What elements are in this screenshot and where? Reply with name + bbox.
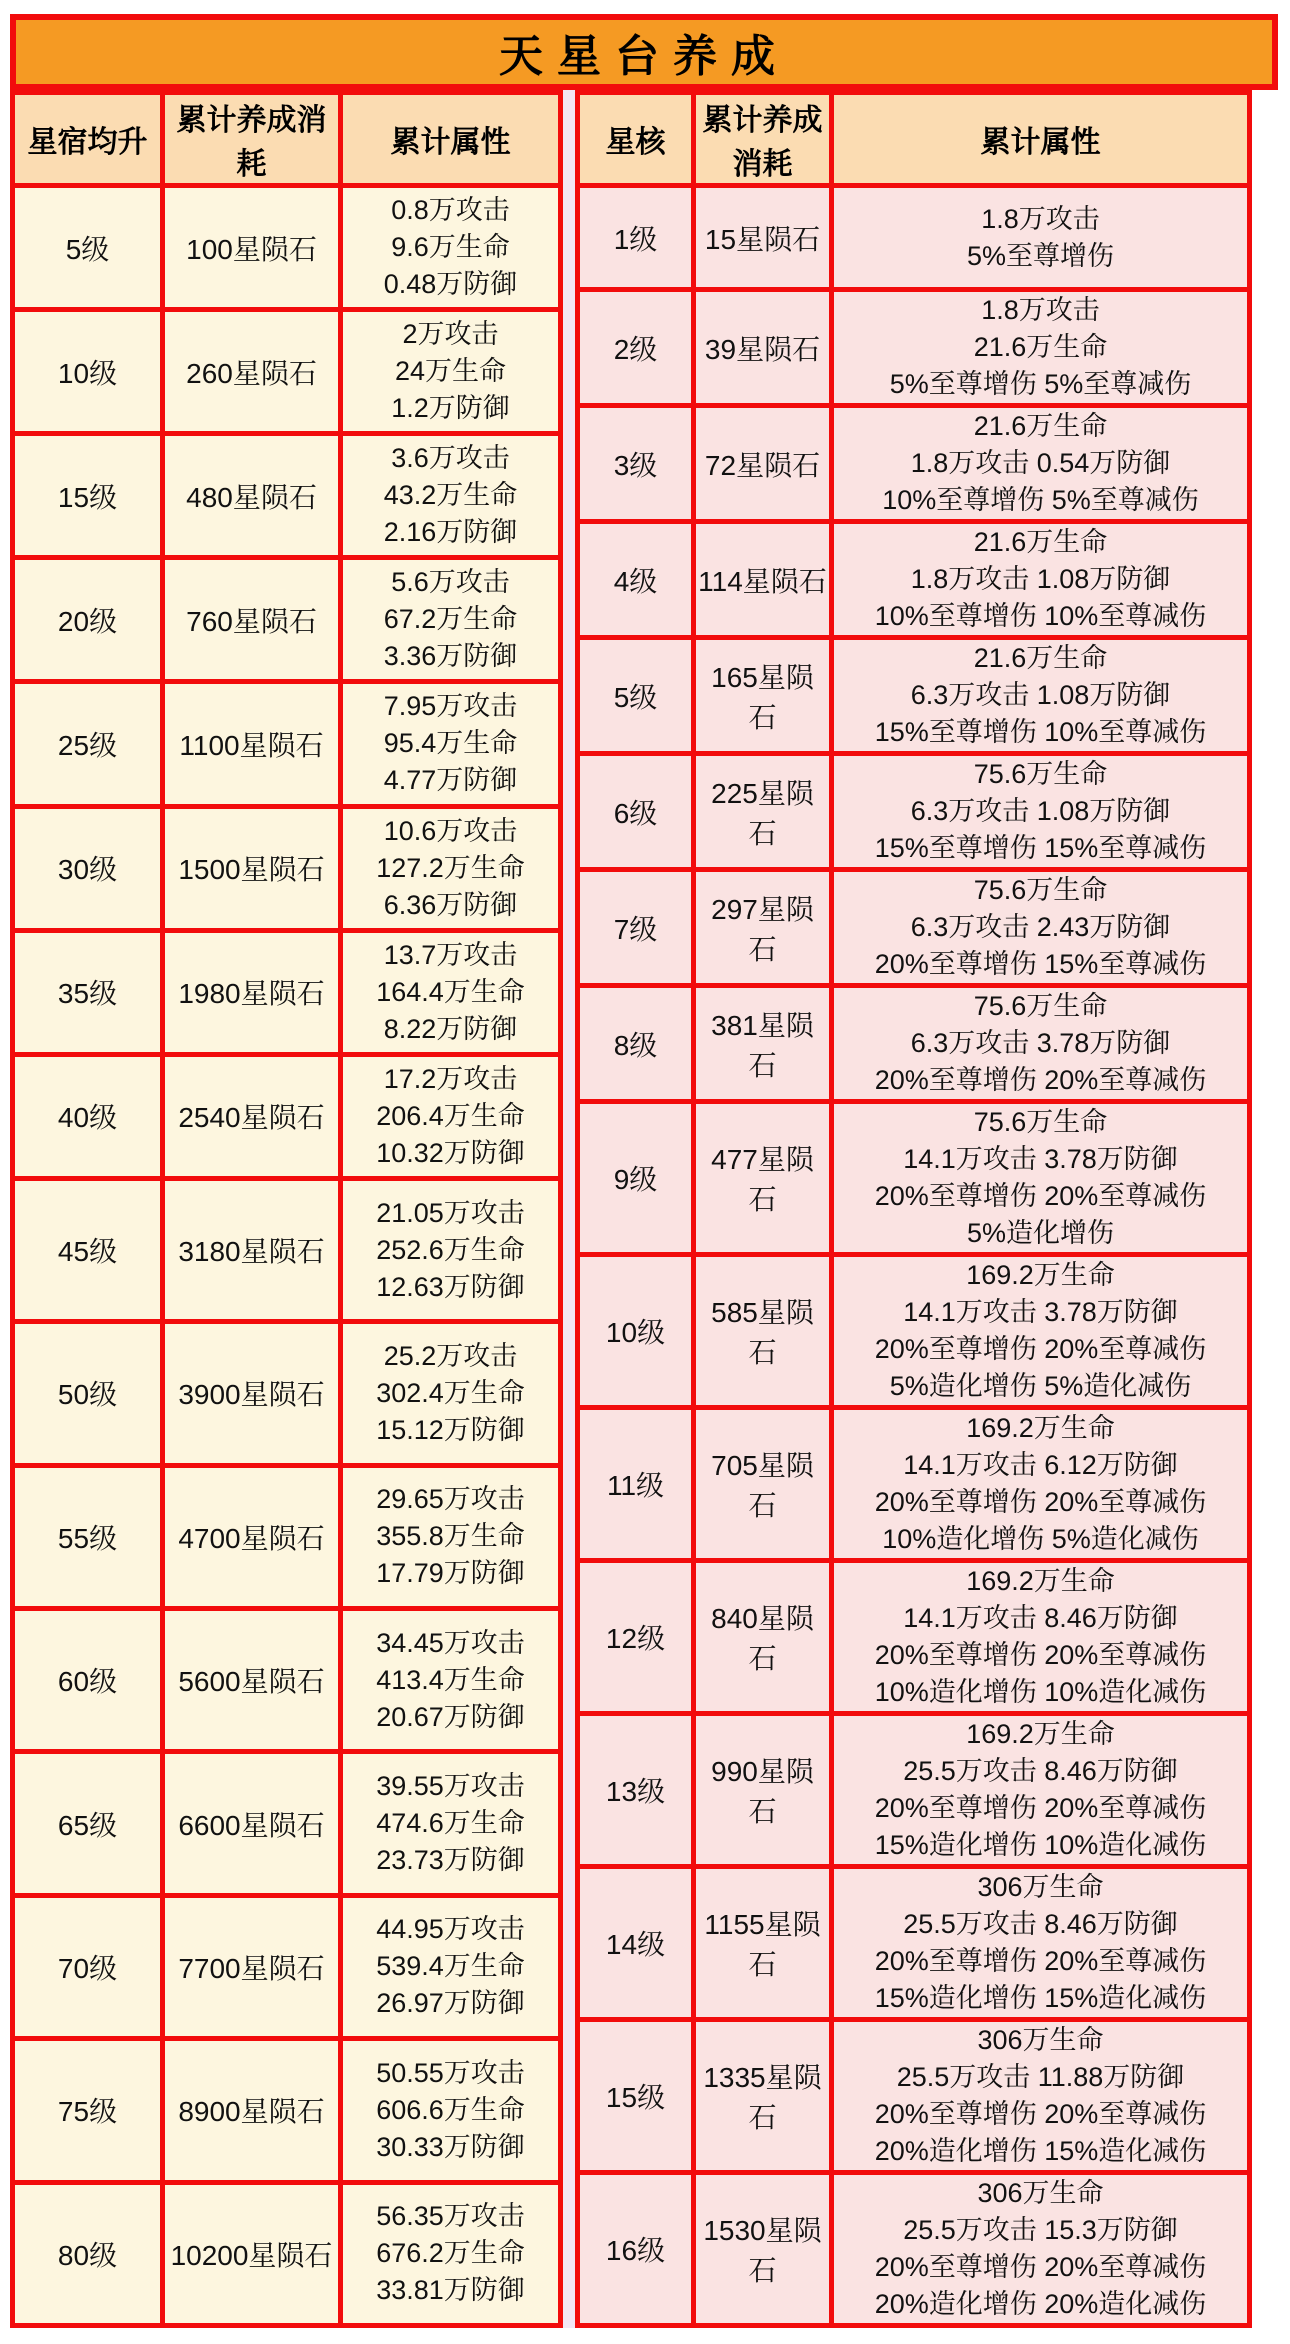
level-cell: 8级 [578,986,694,1102]
attr-line: 1.8万攻击 1.08万防御 [910,564,1171,594]
attr-line: 164.4万生命 [376,976,525,1007]
attrs-cell [341,806,561,930]
attr-line: 5%至尊增伤 [966,240,1115,271]
attr-line: 5%造化增伤 5%造化减伤 [889,1371,1192,1401]
table-row [13,186,561,310]
attr-line: 169.2万生命 [966,1260,1115,1290]
attr-line: 21.6万生命 [973,411,1108,441]
level-cell: 30级 [13,806,163,930]
attr-line: 25.5万攻击 8.46万防御 [903,1756,1178,1786]
level-cell: 15级 [13,434,163,558]
cost-cell: 477星陨石 [694,1102,832,1255]
level-cell: 20级 [13,558,163,682]
right-table [575,90,1252,2328]
cost-cell: 585星陨石 [694,1255,832,1408]
right-header-level: 星核 [578,93,694,186]
attr-line: 20%造化增伤 20%造化减伤 [874,2289,1207,2319]
level-cell: 40级 [13,1054,163,1178]
level-cell: 65级 [13,1752,163,1895]
attr-line: 26.97万防御 [376,1988,525,2019]
attr-line: 5.6万攻击 [391,567,510,598]
attr-line: 9.6万生命 [391,232,510,263]
attr-line: 10.6万攻击 [383,815,518,846]
attr-line: 413.4万生命 [376,1664,525,1695]
attr-line: 5%造化增伤 [966,1218,1115,1248]
attr-line: 676.2万生命 [376,2238,525,2269]
cost-cell: 990星陨石 [694,1714,832,1867]
attrs-cell [832,186,1250,290]
attrs-cell [832,2173,1250,2326]
attr-line: 39.55万攻击 [376,1771,525,1802]
level-cell: 80级 [13,2182,163,2326]
attrs-cell [341,1752,561,1895]
attr-line: 306万生命 [977,2025,1104,2055]
attr-line: 33.81万防御 [376,2275,525,2306]
level-cell: 2级 [578,290,694,406]
attr-line: 30.33万防御 [376,2131,525,2162]
table-row [13,1895,561,2038]
page-title: 天星台养成 [10,14,1278,90]
cost-cell: 1100星陨石 [163,682,341,806]
attr-line: 15%造化增伤 15%造化减伤 [874,1983,1207,2013]
attr-line: 14.1万攻击 8.46万防御 [903,1603,1178,1633]
level-cell: 10级 [578,1255,694,1408]
table-row [578,1408,1250,1561]
attr-line: 75.6万生命 [973,991,1108,1021]
attr-line: 20%至尊增伤 20%至尊减伤 [874,1334,1207,1364]
attrs-cell [832,1867,1250,2020]
attrs-cell [341,434,561,558]
attr-line: 5%至尊增伤 5%至尊减伤 [889,369,1192,399]
attrs-cell [341,1609,561,1752]
attrs-cell [832,2020,1250,2173]
right-header-attrs: 累计属性 [832,93,1250,186]
attr-line: 20%至尊增伤 20%至尊减伤 [874,1487,1207,1517]
attr-line: 20.67万防御 [376,1701,525,1732]
attr-line: 67.2万生命 [383,604,518,635]
left-header-attrs: 累计属性 [341,93,561,186]
attr-line: 4.77万防御 [383,765,518,796]
cost-cell: 480星陨石 [163,434,341,558]
attr-line: 25.5万攻击 11.88万防御 [896,2062,1185,2092]
attr-line: 21.6万生命 [973,643,1108,673]
cost-cell: 760星陨石 [163,558,341,682]
level-cell: 6级 [578,754,694,870]
attr-line: 6.3万攻击 3.78万防御 [910,1028,1171,1058]
cost-cell: 1335星陨石 [694,2020,832,2173]
table-row [13,1178,561,1321]
attr-line: 6.3万攻击 2.43万防御 [910,912,1171,942]
attr-line: 14.1万攻击 3.78万防御 [903,1144,1178,1174]
attrs-cell [832,522,1250,638]
attrs-cell [832,1561,1250,1714]
attr-line: 75.6万生命 [973,1107,1108,1137]
attr-line: 14.1万攻击 6.12万防御 [903,1450,1178,1480]
attr-line: 13.7万攻击 [383,939,518,970]
attrs-cell [832,1102,1250,1255]
attr-line: 1.8万攻击 0.54万防御 [910,448,1171,478]
attrs-cell [341,558,561,682]
attr-line: 0.48万防御 [383,269,518,300]
attr-line: 17.79万防御 [376,1558,525,1589]
attrs-cell [832,406,1250,522]
attr-line: 12.63万防御 [376,1271,525,1302]
attr-line: 20%至尊增伤 20%至尊减伤 [874,1793,1207,1823]
attrs-cell [832,638,1250,754]
attrs-cell [341,682,561,806]
cost-cell: 4700星陨石 [163,1465,341,1608]
attr-line: 306万生命 [977,1872,1104,1902]
level-cell: 55级 [13,1465,163,1608]
attr-line: 14.1万攻击 3.78万防御 [903,1297,1178,1327]
attr-line: 10%至尊增伤 10%至尊减伤 [874,601,1207,631]
level-cell: 12级 [578,1561,694,1714]
tables-row [10,90,1278,2328]
level-cell: 45级 [13,1178,163,1321]
attrs-cell [832,870,1250,986]
table-row [578,1102,1250,1255]
attrs-cell [341,930,561,1054]
cost-cell: 705星陨石 [694,1408,832,1561]
table-row [13,1322,561,1465]
attrs-cell [341,1054,561,1178]
attr-line: 2.16万防御 [383,517,518,548]
level-cell: 9级 [578,1102,694,1255]
table-row [578,870,1250,986]
attrs-cell [341,1895,561,2038]
attr-line: 474.6万生命 [376,1808,525,1839]
cost-cell: 1530星陨石 [694,2173,832,2326]
cost-cell: 8900星陨石 [163,2039,341,2182]
right-header-cost: 累计养成消耗 [694,93,832,186]
level-cell: 50级 [13,1322,163,1465]
attr-line: 25.2万攻击 [383,1340,518,1371]
table-row [13,682,561,806]
attrs-cell [832,1714,1250,1867]
table-row [578,1714,1250,1867]
cost-cell: 2540星陨石 [163,1054,341,1178]
attr-line: 20%造化增伤 15%造化减伤 [874,2136,1207,2166]
attr-line: 15%至尊增伤 15%至尊减伤 [874,833,1207,863]
attrs-cell [341,1178,561,1321]
left-header-level: 星宿均升 [13,93,163,186]
attr-line: 50.55万攻击 [376,2057,525,2088]
table-row [578,1867,1250,2020]
cost-cell: 100星陨石 [163,186,341,310]
level-cell: 14级 [578,1867,694,2020]
table-row [578,186,1250,290]
attr-line: 355.8万生命 [376,1521,525,1552]
cost-cell: 7700星陨石 [163,1895,341,2038]
level-cell: 16级 [578,2173,694,2326]
attr-line: 23.73万防御 [376,1845,525,1876]
attr-line: 6.3万攻击 1.08万防御 [910,680,1171,710]
table-row [578,2173,1250,2326]
attr-line: 306万生命 [977,2178,1104,2208]
level-cell: 5级 [13,186,163,310]
left-table [10,90,563,2328]
table-row [578,638,1250,754]
table-row [578,986,1250,1102]
attr-line: 75.6万生命 [973,759,1108,789]
cost-cell: 1980星陨石 [163,930,341,1054]
attrs-cell [832,1255,1250,1408]
attr-line: 3.6万攻击 [391,443,510,474]
attr-line: 20%至尊增伤 20%至尊减伤 [874,1946,1207,1976]
attr-line: 169.2万生命 [966,1719,1115,1749]
attr-line: 95.4万生命 [383,728,518,759]
attr-line: 43.2万生命 [383,480,518,511]
table-row [13,1054,561,1178]
attr-line: 206.4万生命 [376,1100,525,1131]
attr-line: 10%至尊增伤 5%至尊减伤 [882,485,1199,515]
cost-cell: 297星陨石 [694,870,832,986]
attr-line: 252.6万生命 [376,1234,525,1265]
table-gap-divider [563,90,575,2328]
attr-line: 21.6万生命 [973,332,1108,362]
attr-line: 3.36万防御 [383,641,518,672]
attrs-cell [341,310,561,434]
attrs-cell [832,1408,1250,1561]
attr-line: 15%造化增伤 10%造化减伤 [874,1830,1207,1860]
table-row [578,1255,1250,1408]
table-row [578,406,1250,522]
level-cell: 11级 [578,1408,694,1561]
attr-line: 8.22万防御 [383,1013,518,1044]
cost-cell: 6600星陨石 [163,1752,341,1895]
attr-line: 20%至尊增伤 20%至尊减伤 [874,1065,1207,1095]
attr-line: 20%至尊增伤 20%至尊减伤 [874,1181,1207,1211]
table-row [578,1561,1250,1714]
cost-cell: 1155星陨石 [694,1867,832,2020]
level-cell: 15级 [578,2020,694,2173]
table-row [13,2182,561,2326]
attr-line: 169.2万生命 [966,1413,1115,1443]
cost-cell: 15星陨石 [694,186,832,290]
attr-line: 20%至尊增伤 15%至尊减伤 [874,949,1207,979]
attr-line: 1.2万防御 [391,393,510,424]
attr-line: 0.8万攻击 [391,195,510,226]
cost-cell: 3900星陨石 [163,1322,341,1465]
attr-line: 21.05万攻击 [376,1197,525,1228]
attr-line: 56.35万攻击 [376,2201,525,2232]
attr-line: 7.95万攻击 [383,691,518,722]
cost-cell: 39星陨石 [694,290,832,406]
attr-line: 10%造化增伤 10%造化减伤 [874,1677,1207,1707]
cost-cell: 260星陨石 [163,310,341,434]
attr-line: 15.12万防御 [376,1414,525,1445]
attr-line: 302.4万生命 [376,1377,525,1408]
attr-line: 6.3万攻击 1.08万防御 [910,796,1171,826]
table-row [13,1465,561,1608]
cost-cell: 165星陨石 [694,638,832,754]
attr-line: 10%造化增伤 5%造化减伤 [882,1524,1199,1554]
attr-line: 25.5万攻击 15.3万防御 [903,2215,1178,2245]
cost-cell: 3180星陨石 [163,1178,341,1321]
attr-line: 1.8万攻击 [981,295,1100,325]
level-cell: 10级 [13,310,163,434]
attr-line: 606.6万生命 [376,2094,525,2125]
table-row [13,1752,561,1895]
left-header-cost: 累计养成消耗 [163,93,341,186]
cost-cell: 225星陨石 [694,754,832,870]
attr-line: 15%至尊增伤 10%至尊减伤 [874,717,1207,747]
cost-cell: 72星陨石 [694,406,832,522]
level-cell: 35级 [13,930,163,1054]
attrs-cell [832,986,1250,1102]
attr-line: 25.5万攻击 8.46万防御 [903,1909,1178,1939]
attr-line: 10.32万防御 [376,1137,525,1168]
table-row [13,806,561,930]
level-cell: 4级 [578,522,694,638]
level-cell: 75级 [13,2039,163,2182]
cost-cell: 5600星陨石 [163,1609,341,1752]
table-row [578,754,1250,870]
attrs-cell [832,290,1250,406]
table-row [13,930,561,1054]
table-row [13,2039,561,2182]
cost-cell: 10200星陨石 [163,2182,341,2326]
level-cell: 13级 [578,1714,694,1867]
level-cell: 5级 [578,638,694,754]
attrs-cell [341,186,561,310]
level-cell: 1级 [578,186,694,290]
level-cell: 60级 [13,1609,163,1752]
attr-line: 20%至尊增伤 20%至尊减伤 [874,1640,1207,1670]
attrs-cell [341,2039,561,2182]
attr-line: 75.6万生命 [973,875,1108,905]
attrs-cell [341,2182,561,2326]
attr-line: 6.36万防御 [383,889,518,920]
attr-line: 20%至尊增伤 20%至尊减伤 [874,2252,1207,2282]
attr-line: 44.95万攻击 [376,1914,525,1945]
attr-line: 127.2万生命 [376,852,525,883]
attr-line: 29.65万攻击 [376,1484,525,1515]
attr-line: 20%至尊增伤 20%至尊减伤 [874,2099,1207,2129]
cost-cell: 381星陨石 [694,986,832,1102]
attrs-cell [832,754,1250,870]
attr-line: 17.2万攻击 [383,1063,518,1094]
level-cell: 25级 [13,682,163,806]
table-row [13,310,561,434]
level-cell: 3级 [578,406,694,522]
table-row [13,434,561,558]
attrs-cell [341,1322,561,1465]
table-row [13,558,561,682]
table-row [578,290,1250,406]
attr-line: 34.45万攻击 [376,1627,525,1658]
attr-line: 1.8万攻击 [981,203,1100,234]
level-cell: 70级 [13,1895,163,2038]
table-row [578,522,1250,638]
table-row [578,2020,1250,2173]
attr-line: 21.6万生命 [973,527,1108,557]
table-row [13,1609,561,1752]
cost-cell: 114星陨石 [694,522,832,638]
cost-cell: 840星陨石 [694,1561,832,1714]
attr-line: 169.2万生命 [966,1566,1115,1596]
level-cell: 7级 [578,870,694,986]
attr-line: 539.4万生命 [376,1951,525,1982]
attrs-cell [341,1465,561,1608]
cost-cell: 1500星陨石 [163,806,341,930]
attr-line: 24万生命 [394,356,507,387]
attr-line: 2万攻击 [402,319,499,350]
